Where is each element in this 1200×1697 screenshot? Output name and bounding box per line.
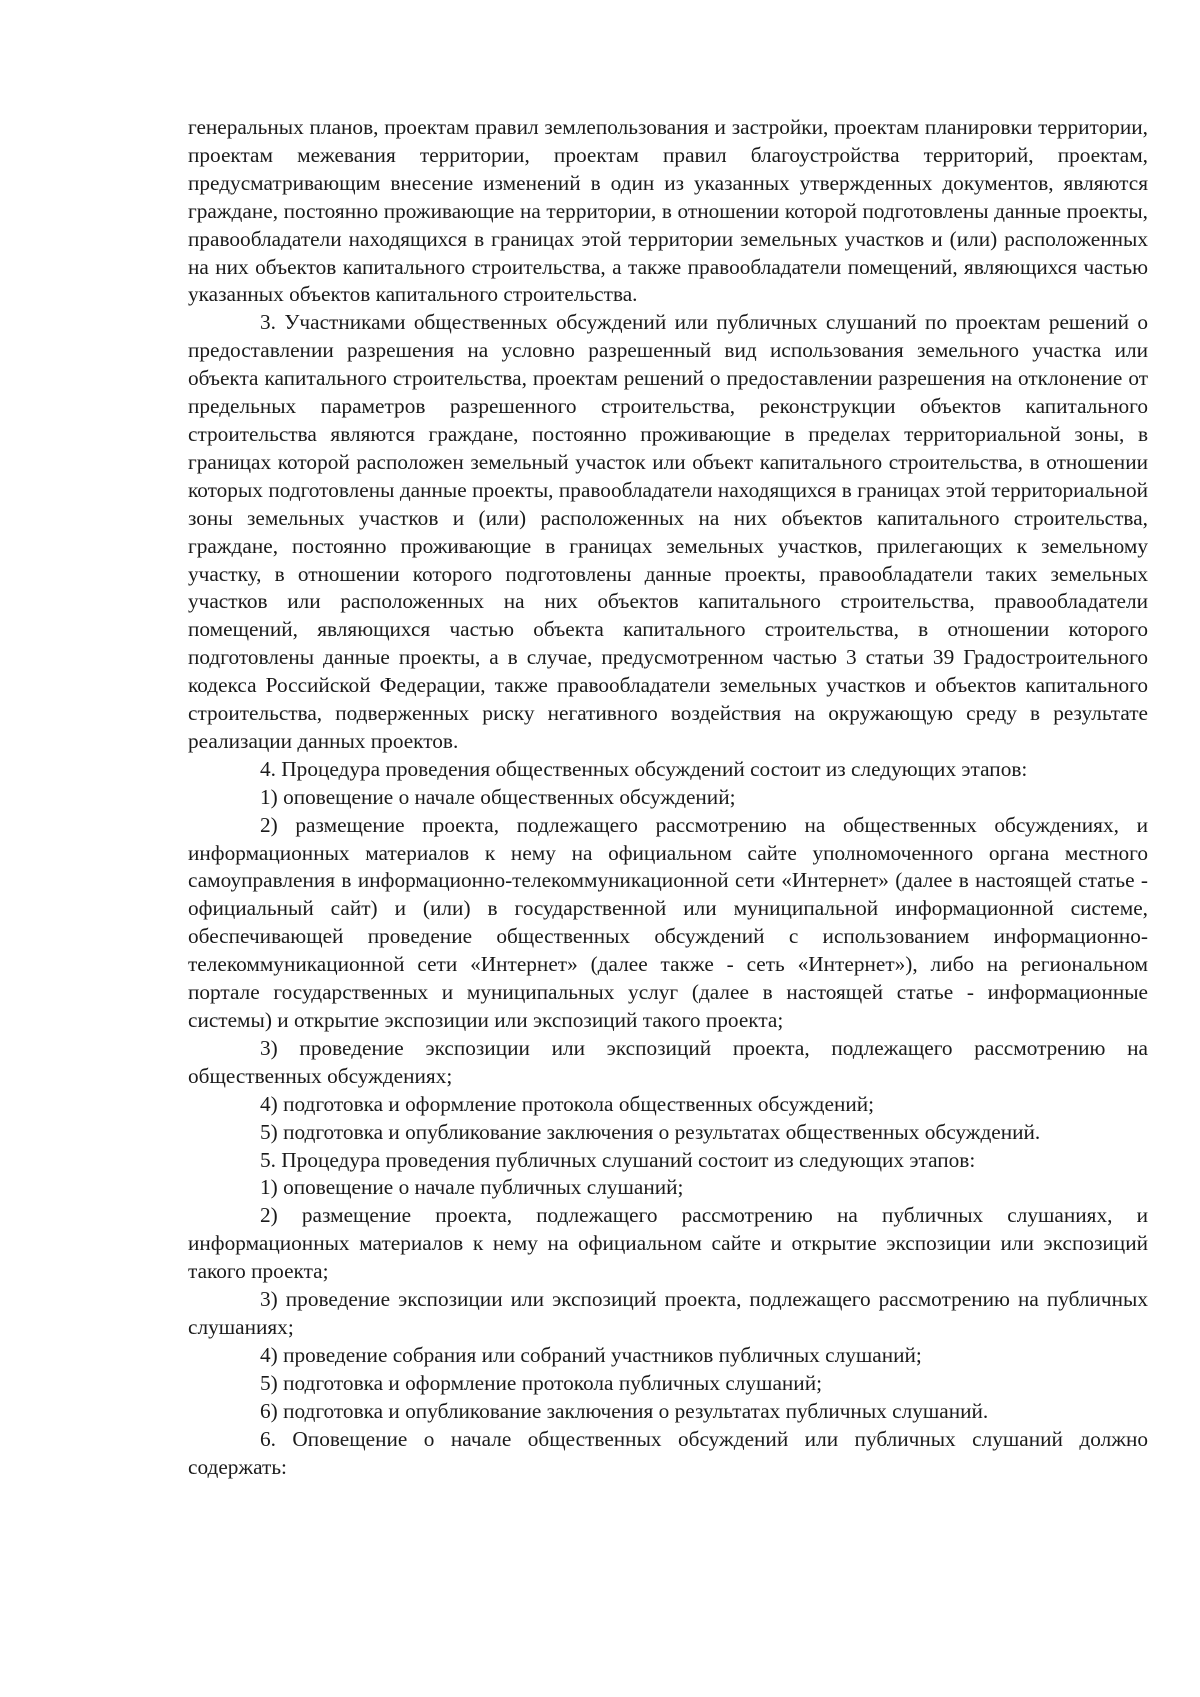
paragraph-continuation-part-2: генеральных планов, проектам правил землепользования и застройки, проектам планировки территории, проектам межевания территории, проектам правил благоустройства территорий, проектам, предусматривающим внесение изменений в один из указанных утвержденных документов, являются граждане, постоянно проживающие на территории, в отношении которой подготовлены данные проекты, правообладатели находящихся в границах этой территории земельных участков и (или) расположенных на них объектов капитального строительства, а также правообладатели помещений, являющихся частью указанных объектов капитального строительства.: [188, 115, 1148, 307]
list-item-4-5: 5) подготовка и опубликование заключения о результатах общественных обсуждений.: [260, 1119, 1041, 1144]
paragraph-part-5: 5. Процедура проведения публичных слушаний состоит из следующих этапов:: [260, 1147, 976, 1172]
list-item-5-2: 2) размещение проекта, подлежащего рассмотрению на публичных слушаниях, и информационных материалов к нему на официальном сайте и открытие экспозиции или экспозиций такого проекта;: [188, 1203, 1148, 1284]
document-page: [188, 114, 1148, 1481]
list-item-5-3: 3) проведение экспозиции или экспозиций проекта, подлежащего рассмотрению на публичных слушаниях;: [188, 1287, 1148, 1339]
paragraph-part-6: 6. Оповещение о начале общественных обсуждений или публичных слушаний должно содержать:: [188, 1426, 1148, 1479]
paragraph-part-4: 4. Процедура проведения общественных обсуждений состоит из следующих этапов:: [260, 756, 1028, 781]
list-item-5-1: 1) оповещение о начале публичных слушаний;: [260, 1175, 684, 1200]
list-item-4-4: 4) подготовка и оформление протокола общественных обсуждений;: [260, 1091, 875, 1116]
paragraph-part-3: 3. Участниками общественных обсуждений или публичных слушаний по проектам решений о предоставлении разрешения на условно разрешенный вид использования земельного участка или объекта капитального строительства, проектам решений о предоставлении разрешения на отклонение от предельных параметров разрешенного строительства, реконструкции объектов капитального строительства являются граждане, постоянно проживающие в пределах территориальной зоны, в границах которой расположен земельный участок или объект капитального строительства, в отношении которых подготовлены данные проекты, правообладатели находящихся в границах этой территориальной зоны земельных участков и (или) расположенных на них объектов капитального строительства, граждане, постоянно проживающие в границах земельных участков, прилегающих к земельному участку, в отношении которого подготовлены данные проекты, правообладатели таких земельных участков или расположенных на них объектов капитального строительства, правообладатели помещений, являющихся частью объекта капитального строительства, в отношении которого подготовлены данные проекты, а в случае, предусмотренном частью 3 статьи 39 Градостроительного кодекса Российской Федерации, также правообладатели земельных участков и объектов капитального строительства, подверженных риску негативного воздействия на окружающую среду в результате реализации данных проектов.: [188, 310, 1148, 753]
list-item-5-4: 4) проведение собрания или собраний участников публичных слушаний;: [260, 1342, 922, 1367]
list-item-5-5: 5) подготовка и оформление протокола публичных слушаний;: [260, 1370, 823, 1395]
list-item-4-3: 3) проведение экспозиции или экспозиций проекта, подлежащего рассмотрению на общественных обсуждениях;: [188, 1035, 1148, 1088]
list-item-4-2: 2) размещение проекта, подлежащего рассмотрению на общественных обсуждениях, и информационных материалов к нему на официальном сайте уполномоченного органа местного самоуправления в информационно-телекоммуникационной сети «Интернет» (далее в настоящей статье - официальный сайт) и (или) в государственной или муниципальной информационной системе, обеспечивающей проведение общественных обсуждений с использованием информационно-телекоммуникационной сети «Интернет» (далее также - сеть «Интернет»), либо на региональном портале государственных и муниципальных услуг (далее в настоящей статье - информационные системы) и открытие экспозиции или экспозиций такого проекта;: [188, 812, 1148, 1032]
list-item-5-6: 6) подготовка и опубликование заключения о результатах публичных слушаний.: [260, 1398, 989, 1423]
list-item-4-1: 1) оповещение о начале общественных обсуждений;: [260, 784, 736, 809]
